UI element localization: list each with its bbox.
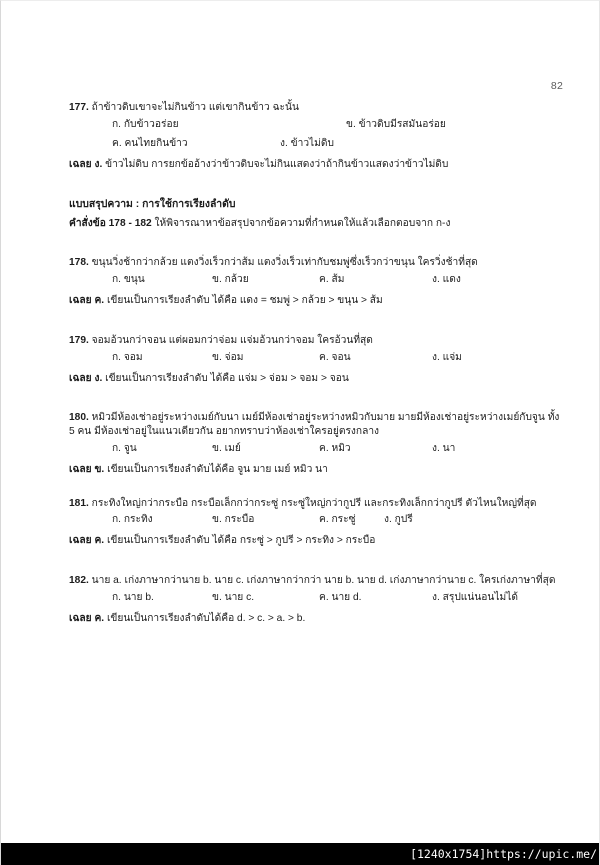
choice-option: ง. แจ่ม <box>432 351 462 363</box>
answer-line <box>69 372 561 386</box>
answer-line <box>69 294 561 308</box>
choice-option: ค. จอน <box>319 351 351 363</box>
section-instruction <box>69 217 561 231</box>
watermark-bar <box>1 843 600 865</box>
page-sheet <box>1 1 600 844</box>
choice-row <box>69 442 561 461</box>
choice-row <box>69 591 561 610</box>
choice-row <box>69 273 561 292</box>
choice-option: ค. ส้ม <box>319 274 345 286</box>
question-text: หมิวมีห้องเช่าอยู่ระหว่างเมย์กับนา เมย์มีห้องเช่าอยู่ระหว่างหมิวกับมาย มายมีห้องเช่าอยู่ระหว่างเมย์กับจูน ทั้ง <box>88 412 560 424</box>
question-stem <box>69 334 561 348</box>
answer-lead: เฉลย ค. <box>69 613 105 624</box>
spacer <box>69 385 561 411</box>
choice-option: ข. นาย c. <box>212 592 255 603</box>
answer-text: ข้าวไม่ดิบ การยกข้ออ้างว่าข้าวดิบจะไม่กินแสดงว่าถ้ากินข้าวแสดงว่าข้าวไม่ดิบ <box>102 158 449 170</box>
question-text: ขนุนวิ่งช้ากว่ากล้วย แตงวิ่งเร็วกว่าส้ม แตงวิ่งเร็วเท่ากับชมพู่ซึ่งเร็วกว่าขนุน ใครวิ่งช้าที่สุด <box>88 257 478 269</box>
answer-text: เขียนเป็นการเรียงลำดับ ได้คือ กระซู่ > กูปรี > กระทิง > กระบือ <box>104 535 376 547</box>
choice-option: ข. กล้วย <box>212 274 249 286</box>
spacer <box>69 548 561 574</box>
choice-option: ง. ข้าวไม่ดิบ <box>280 137 334 149</box>
choice-option: ข. ข้าวดิบมีรสมันอร่อย <box>346 118 446 130</box>
instruction-lead: คำสั่งข้อ 178 - 182 <box>69 217 152 229</box>
watermark-text: [1240x1754]https://upic.me/ <box>410 847 597 861</box>
answer-line <box>69 463 561 477</box>
choice-option: ค. นาย d. <box>319 592 362 603</box>
section-header-block <box>69 198 561 231</box>
question-stem <box>69 497 561 511</box>
question-stem <box>69 574 561 588</box>
choice-option: ก. จูน <box>112 442 137 454</box>
choice-option: ค. คนไทยกินข้าว <box>112 137 188 149</box>
instruction-text: ให้พิจารณาหาข้อสรุปจากข้อความที่กำหนดให้แล้วเลือกตอบจาก ก-ง <box>151 217 451 229</box>
answer-lead: เฉลย ข. <box>69 463 105 475</box>
answer-line <box>69 158 561 172</box>
section-heading: แบบสรุปความ : การใช้การเรียงลำดับ <box>69 198 236 210</box>
answer-text: เขียนเป็นการเรียงลำดับ ได้คือ แดง = ชมพู่ > กล้วย > ขนุน > ส้ม <box>104 295 383 307</box>
answer-text: เขียนเป็นการเรียงลำดับ ได้คือ แจ่ม > จ่อม > จอม > จอน <box>102 372 349 384</box>
spacer <box>69 230 561 256</box>
choice-option: ง. แดง <box>432 274 461 286</box>
choice-option: ก. กระทิง <box>112 514 153 526</box>
question-number: 182. <box>69 575 89 587</box>
question-block-178 <box>69 256 561 308</box>
question-stem <box>69 101 561 115</box>
answer-text: เขียนเป็นการเรียงลำดับได้คือ d. > c. > a. > b. <box>104 613 306 624</box>
question-number: 181. <box>69 497 89 509</box>
answer-text: เขียนเป็นการเรียงลำดับได้คือ จูน มาย เมย์ หมิว นา <box>104 463 328 475</box>
question-stem-continued: 5 คน มีห้องเช่าอยู่ในแนวเดียวกัน อยากทราบว่าห้องเช่าใครอยู่ตรงกลาง <box>69 426 380 438</box>
question-text: ถ้าข้าวดิบเขาจะไม่กินข้าว แต่เขากินข้าว ฉะนั้น <box>88 102 299 113</box>
choice-option: ข. จ่อม <box>212 351 244 363</box>
choice-option: ค. หมิว <box>319 442 351 454</box>
choice-option: ก. กับข้าวอร่อย <box>112 118 179 130</box>
choice-option: ข. กระบือ <box>212 514 255 526</box>
question-block-181 <box>69 497 561 549</box>
question-number: 177. <box>69 102 89 113</box>
question-text: กระทิงใหญ่กว่ากระบือ กระบือเล็กกว่ากระซู่ กระซู่ใหญ่กว่ากูปรี และกระทิงเล็กกว่ากูปรี ตัวไหนใหญ่ที่สุด <box>88 497 537 509</box>
answer-lead: เฉลย ค. <box>69 295 105 307</box>
question-block-182 <box>69 574 561 626</box>
answer-lead: เฉลย ง. <box>69 158 103 170</box>
question-text: จอมอ้วนกว่าจอน แต่ผอมกว่าจ่อม แจ่มอ้วนกว่าจอม ใครอ้วนที่สุด <box>88 334 373 346</box>
choice-option: ง. กูปรี <box>384 514 413 526</box>
choice-row <box>69 513 561 532</box>
choice-option: ค. กระซู่ <box>319 514 356 526</box>
choice-row <box>69 351 561 370</box>
spacer <box>69 172 561 198</box>
question-number: 178. <box>69 257 89 269</box>
page-number: 82 <box>550 80 563 92</box>
question-number: 179. <box>69 334 89 346</box>
question-stem <box>69 256 561 270</box>
answer-lead: เฉลย ค. <box>69 535 105 547</box>
page-content <box>69 101 561 626</box>
spacer <box>69 308 561 334</box>
choice-option: ง. นา <box>432 442 456 454</box>
question-block-180 <box>69 411 561 476</box>
question-stem <box>69 411 561 425</box>
choice-option: ง. สรุปแน่นอนไม่ได้ <box>432 592 518 603</box>
answer-line <box>69 612 561 626</box>
choice-option: ก. จอม <box>112 351 143 363</box>
choice-option: ข. เมย์ <box>212 442 241 454</box>
choice-row <box>69 118 561 156</box>
question-block-179 <box>69 334 561 386</box>
question-number: 180. <box>69 412 89 424</box>
choice-option: ก. ขนุน <box>112 274 145 286</box>
answer-lead: เฉลย ง. <box>69 372 103 384</box>
answer-line <box>69 534 561 548</box>
choice-option: ก. นาย b. <box>112 592 154 603</box>
question-text: นาย a. เก่งภาษากว่านาย b. นาย c. เก่งภาษากว่ากว่า นาย b. นาย d. เก่งภาษากว่านาย c. ใครเก่งภาษาที่สุด <box>88 575 556 587</box>
spacer <box>69 477 561 497</box>
question-block-177 <box>69 101 561 172</box>
